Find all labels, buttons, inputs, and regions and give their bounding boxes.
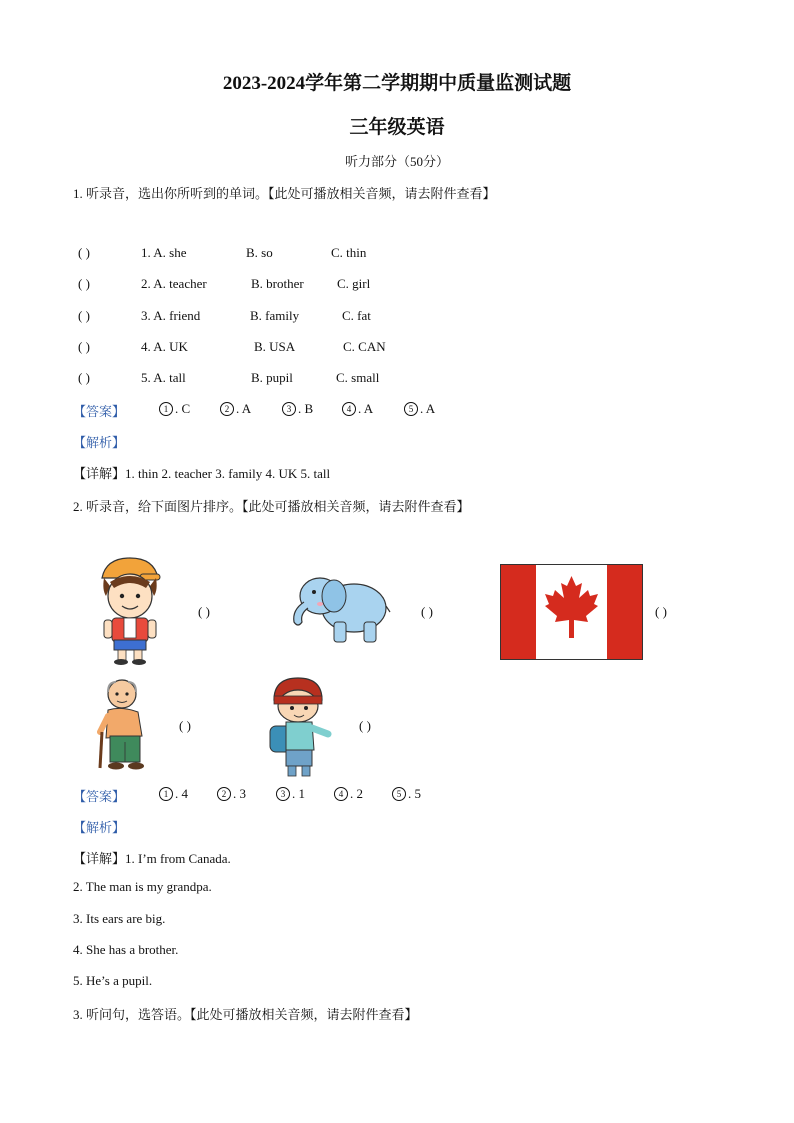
detail-line: 3. Its ears are big. [73, 911, 166, 926]
option-b: B. brother [251, 276, 304, 291]
detail-line: 2. The man is my grandpa. [73, 879, 212, 894]
canada-flag-image [500, 564, 643, 660]
answer-paren: ( ) [179, 718, 191, 733]
answer-paren: ( ) [78, 276, 90, 291]
option-a: 4. A. UK [141, 339, 188, 354]
question-2-prompt: 2. 听录音，给下面图片排序。【此处可播放相关音频，请去附件查看】 [73, 499, 470, 514]
option-c: C. girl [337, 276, 371, 291]
option-a: 5. A. tall [141, 370, 186, 385]
answer-paren: ( ) [78, 370, 90, 385]
answer-item: 4 . 2 [334, 786, 363, 802]
answer-label: 【答案】 [73, 404, 126, 419]
analysis-label: 【解析】 [73, 435, 126, 450]
detail-line: 【详解】1. thin 2. teacher 3. family 4. UK 5. tall [73, 466, 331, 481]
pupil-with-backpack-image [268, 676, 332, 778]
elephant-image [284, 566, 392, 646]
answer-item: 1 . C [159, 401, 190, 417]
analysis-label: 【解析】 [73, 820, 126, 835]
answer-paren: ( ) [78, 339, 90, 354]
page-title: 2023-2024学年第二学期期中质量监测试题 [222, 73, 572, 94]
answer-item: 2 . A [220, 401, 251, 417]
page-subtitle: 三年级英语 [349, 117, 445, 138]
answer-item: 2 . 3 [217, 786, 246, 802]
option-c: C. CAN [343, 339, 386, 354]
answer-paren: ( ) [78, 308, 90, 323]
option-b: B. family [250, 308, 300, 323]
answer-item: 5 . A [404, 401, 435, 417]
answer-paren: ( ) [655, 604, 667, 619]
option-a: 3. A. friend [141, 308, 201, 323]
section-heading: 听力部分（50分） [344, 154, 449, 169]
grandpa-with-cane-image [96, 676, 154, 772]
option-b: B. so [246, 245, 273, 260]
answer-paren: ( ) [198, 604, 210, 619]
detail-line: 5. He’s a pupil. [73, 973, 153, 988]
answer-paren: ( ) [78, 245, 90, 260]
option-c: C. fat [342, 308, 371, 323]
answer-item: 3 . 1 [276, 786, 305, 802]
answer-item: 4 . A [342, 401, 373, 417]
option-a: 1. A. she [141, 245, 187, 260]
option-c: C. small [336, 370, 380, 385]
answer-item: 5 . 5 [392, 786, 421, 802]
answer-paren: ( ) [421, 604, 433, 619]
option-b: B. USA [254, 339, 296, 354]
option-c: C. thin [331, 245, 367, 260]
option-b: B. pupil [251, 370, 293, 385]
detail-line: 【详解】1. I’m from Canada. [73, 851, 231, 866]
boy-in-cap-image [96, 556, 164, 666]
answer-item: 1 . 4 [159, 786, 188, 802]
question-3-prompt: 3. 听问句，选答语。【此处可播放相关音频，请去附件查看】 [73, 1007, 418, 1022]
question-1-prompt: 1. 听录音，选出你所听到的单词。【此处可播放相关音频，请去附件查看】 [73, 186, 496, 201]
option-a: 2. A. teacher [141, 276, 207, 291]
answer-label: 【答案】 [73, 789, 126, 804]
answer-paren: ( ) [359, 718, 371, 733]
answer-item: 3 . B [282, 401, 313, 417]
detail-line: 4. She has a brother. [73, 942, 179, 957]
